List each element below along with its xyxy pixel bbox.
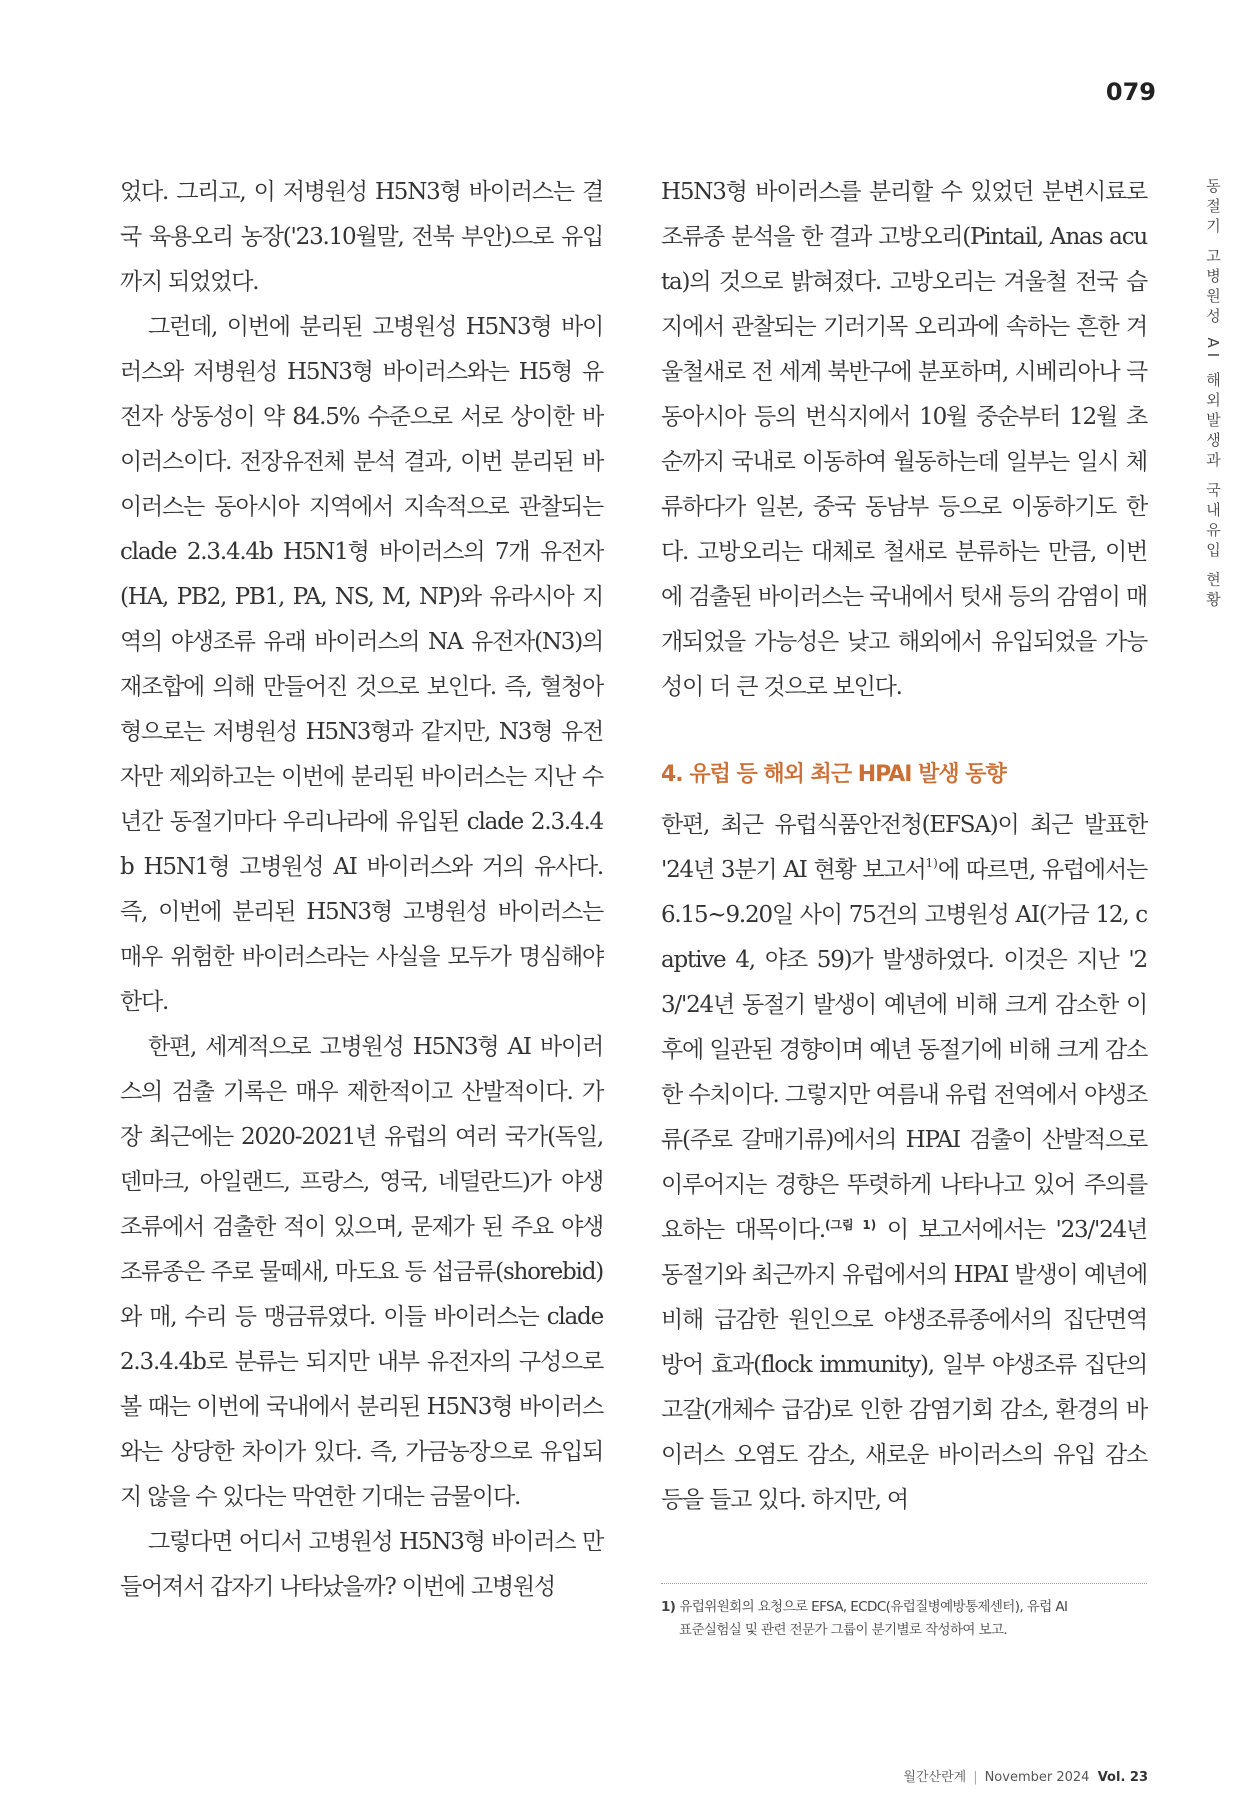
magazine-name: 월간산란계 [903, 1770, 967, 1785]
side-running-title: 동절기 고병원성 AI 해외발생과 국내유입 현황 [1204, 178, 1222, 612]
left-paragraph-4: 그렇다면 어디서 고병원성 H5N3형 바이러스 만들어져서 갑자기 나타났을까? 이번에 고병원성 [120, 1529, 603, 1600]
footnote-divider [661, 1583, 1147, 1584]
footnote-reference[interactable]: 1) [925, 856, 938, 870]
paragraph-text-c: 이 보고서에서는 '23/'24년 동절기와 최근까지 유럽에서의 HPAI 발생이 예년에 비해 급감한 원인으로 야생조류종에서의 집단면역 방어 효과(flock immunity), 일부 야생조류 집단의 고갈(개체수 급감)로 인한 감염기회 감소, 환경의 바이러스 오염도 감소, 새로운 바이러스의 유입 감소 등을 들고 있다. 하지만, 여 [661, 1217, 1147, 1513]
left-paragraph-1: 었다. 그리고, 이 저병원성 H5N3형 바이러스는 결국 육용오리 농장('23.10월말, 전북 부안)으로 유입까지 되었었다. [120, 179, 603, 295]
paragraph-text-a: 한편, 최근 유럽식품안전청(EFSA)이 최근 발표한 '24년 3분기 AI 현황 보고서 [661, 812, 1147, 883]
footnote [661, 1596, 1147, 1642]
left-paragraph-3: 한편, 세계적으로 고병원성 H5N3형 AI 바이러스의 검출 기록은 매우 제한적이고 산발적이다. 가장 최근에는 2020-2021년 유럽의 여러 국가(독일, 덴마크, 아일랜드, 프랑스, 영국, 네덜란드)가 야생조류에서 검출한 적이 있으며, 문제가 된 주요 야생 조류종은 주로 물떼새, 마도요 등 섭금류(shorebid)와 매, 수리 등 맹금류였다. 이들 바이러스는 clade 2.3.4.4b로 분류는 되지만 내부 유전자의 구성으로 볼 때는 이번에 국내에서 분리된 H5N3형 바이러스와는 상당한 차이가 있다. 즉, 가금농장으로 유입되지 않을 수 있다는 막연한 기대는 금물이다. [120, 1034, 603, 1510]
page-number: 079 [1105, 78, 1156, 106]
right-paragraph-2 [661, 803, 1147, 1523]
page-footer [800, 1766, 1148, 1785]
section-heading: 4. 유럽 등 해외 최근 HPAI 발생 동향 [661, 762, 1006, 787]
right-column [661, 170, 1147, 1523]
left-column [120, 170, 603, 1610]
figure-reference: (그림 1) [824, 1218, 877, 1232]
issue-date: November 2024 [984, 1770, 1090, 1785]
footnote-line-2: 표준실험실 및 관련 전문가 그룹이 분기별로 작성하여 보고. [679, 1622, 1008, 1638]
paragraph-text-b: 에 따르면, 유럽에서는 6.15~9.20일 사이 75건의 고병원성 AI(가금 12, captive 4, 야조 59)가 발생하였다. 이것은 지난 '23/'24년 동절기 발생이 예년에 비해 크게 감소한 이후에 일관된 경향이며 예년 동절기에 비해 크게 감소한 수치이다. 그렇지만 여름내 유럽 전역에서 야생조류(주로 갈매기류)에서의 HPAI 검출이 산발적으로 이루어지는 경향은 뚜렷하게 나타나고 있어 주의를 요하는 대목이다. [661, 857, 1147, 1243]
left-paragraph-2: 그런데, 이번에 분리된 고병원성 H5N3형 바이러스와 저병원성 H5N3형 바이러스와는 H5형 유전자 상동성이 약 84.5% 수준으로 서로 상이한 바이러스이다. 전장유전체 분석 결과, 이번 분리된 바이러스는 동아시아 지역에서 지속적으로 관찰되는 clade 2.3.4.4b H5N1형 바이러스의 7개 유전자(HA, PB2, PB1, PA, NS, M, NP)와 유라시아 지역의 야생조류 유래 바이러스의 NA 유전자(N3)의 재조합에 의해 만들어진 것으로 보인다. 즉, 혈청아형으로는 저병원성 H5N3형과 같지만, N3형 유전자만 제외하고는 이번에 분리된 바이러스는 지난 수년간 동절기마다 우리나라에 유입된 clade 2.3.4.4b H5N1형 고병원성 AI 바이러스와 거의 유사다. 즉, 이번에 분리된 H5N3형 고병원성 바이러스는 매우 위험한 바이러스라는 사실을 모두가 명심해야 한다. [120, 314, 603, 1015]
footer-separator: | [973, 1770, 978, 1785]
right-paragraph-1: H5N3형 바이러스를 분리할 수 있었던 분변시료로 조류종 분석을 한 결과 고방오리(Pintail, Anas acuta)의 것으로 밝혀졌다. 고방오리는 겨울철 전국 습지에서 관찰되는 기러기목 오리과에 속하는 흔한 겨울철새로 전 세계 북반구에 분포하며, 시베리아나 극동아시아 등의 번식지에서 10월 중순부터 12월 초순까지 국내로 이동하여 월동하는데 일부는 일시 체류하다가 일본, 중국 동남부 등으로 이동하기도 한다. 고방오리는 대체로 철새로 분류하는 만큼, 이번에 검출된 바이러스는 국내에서 텃새 등의 감염이 매개되었을 가능성은 낮고 해외에서 유입되었을 가능성이 더 큰 것으로 보인다. [661, 179, 1147, 700]
footnote-line-1: 유럽위원회의 요청으로 EFSA, ECDC(유럽질병예방통제센터), 유럽 AI [679, 1599, 1068, 1615]
footnote-marker: 1) [661, 1599, 676, 1615]
volume-number: Vol. 23 [1097, 1770, 1148, 1785]
